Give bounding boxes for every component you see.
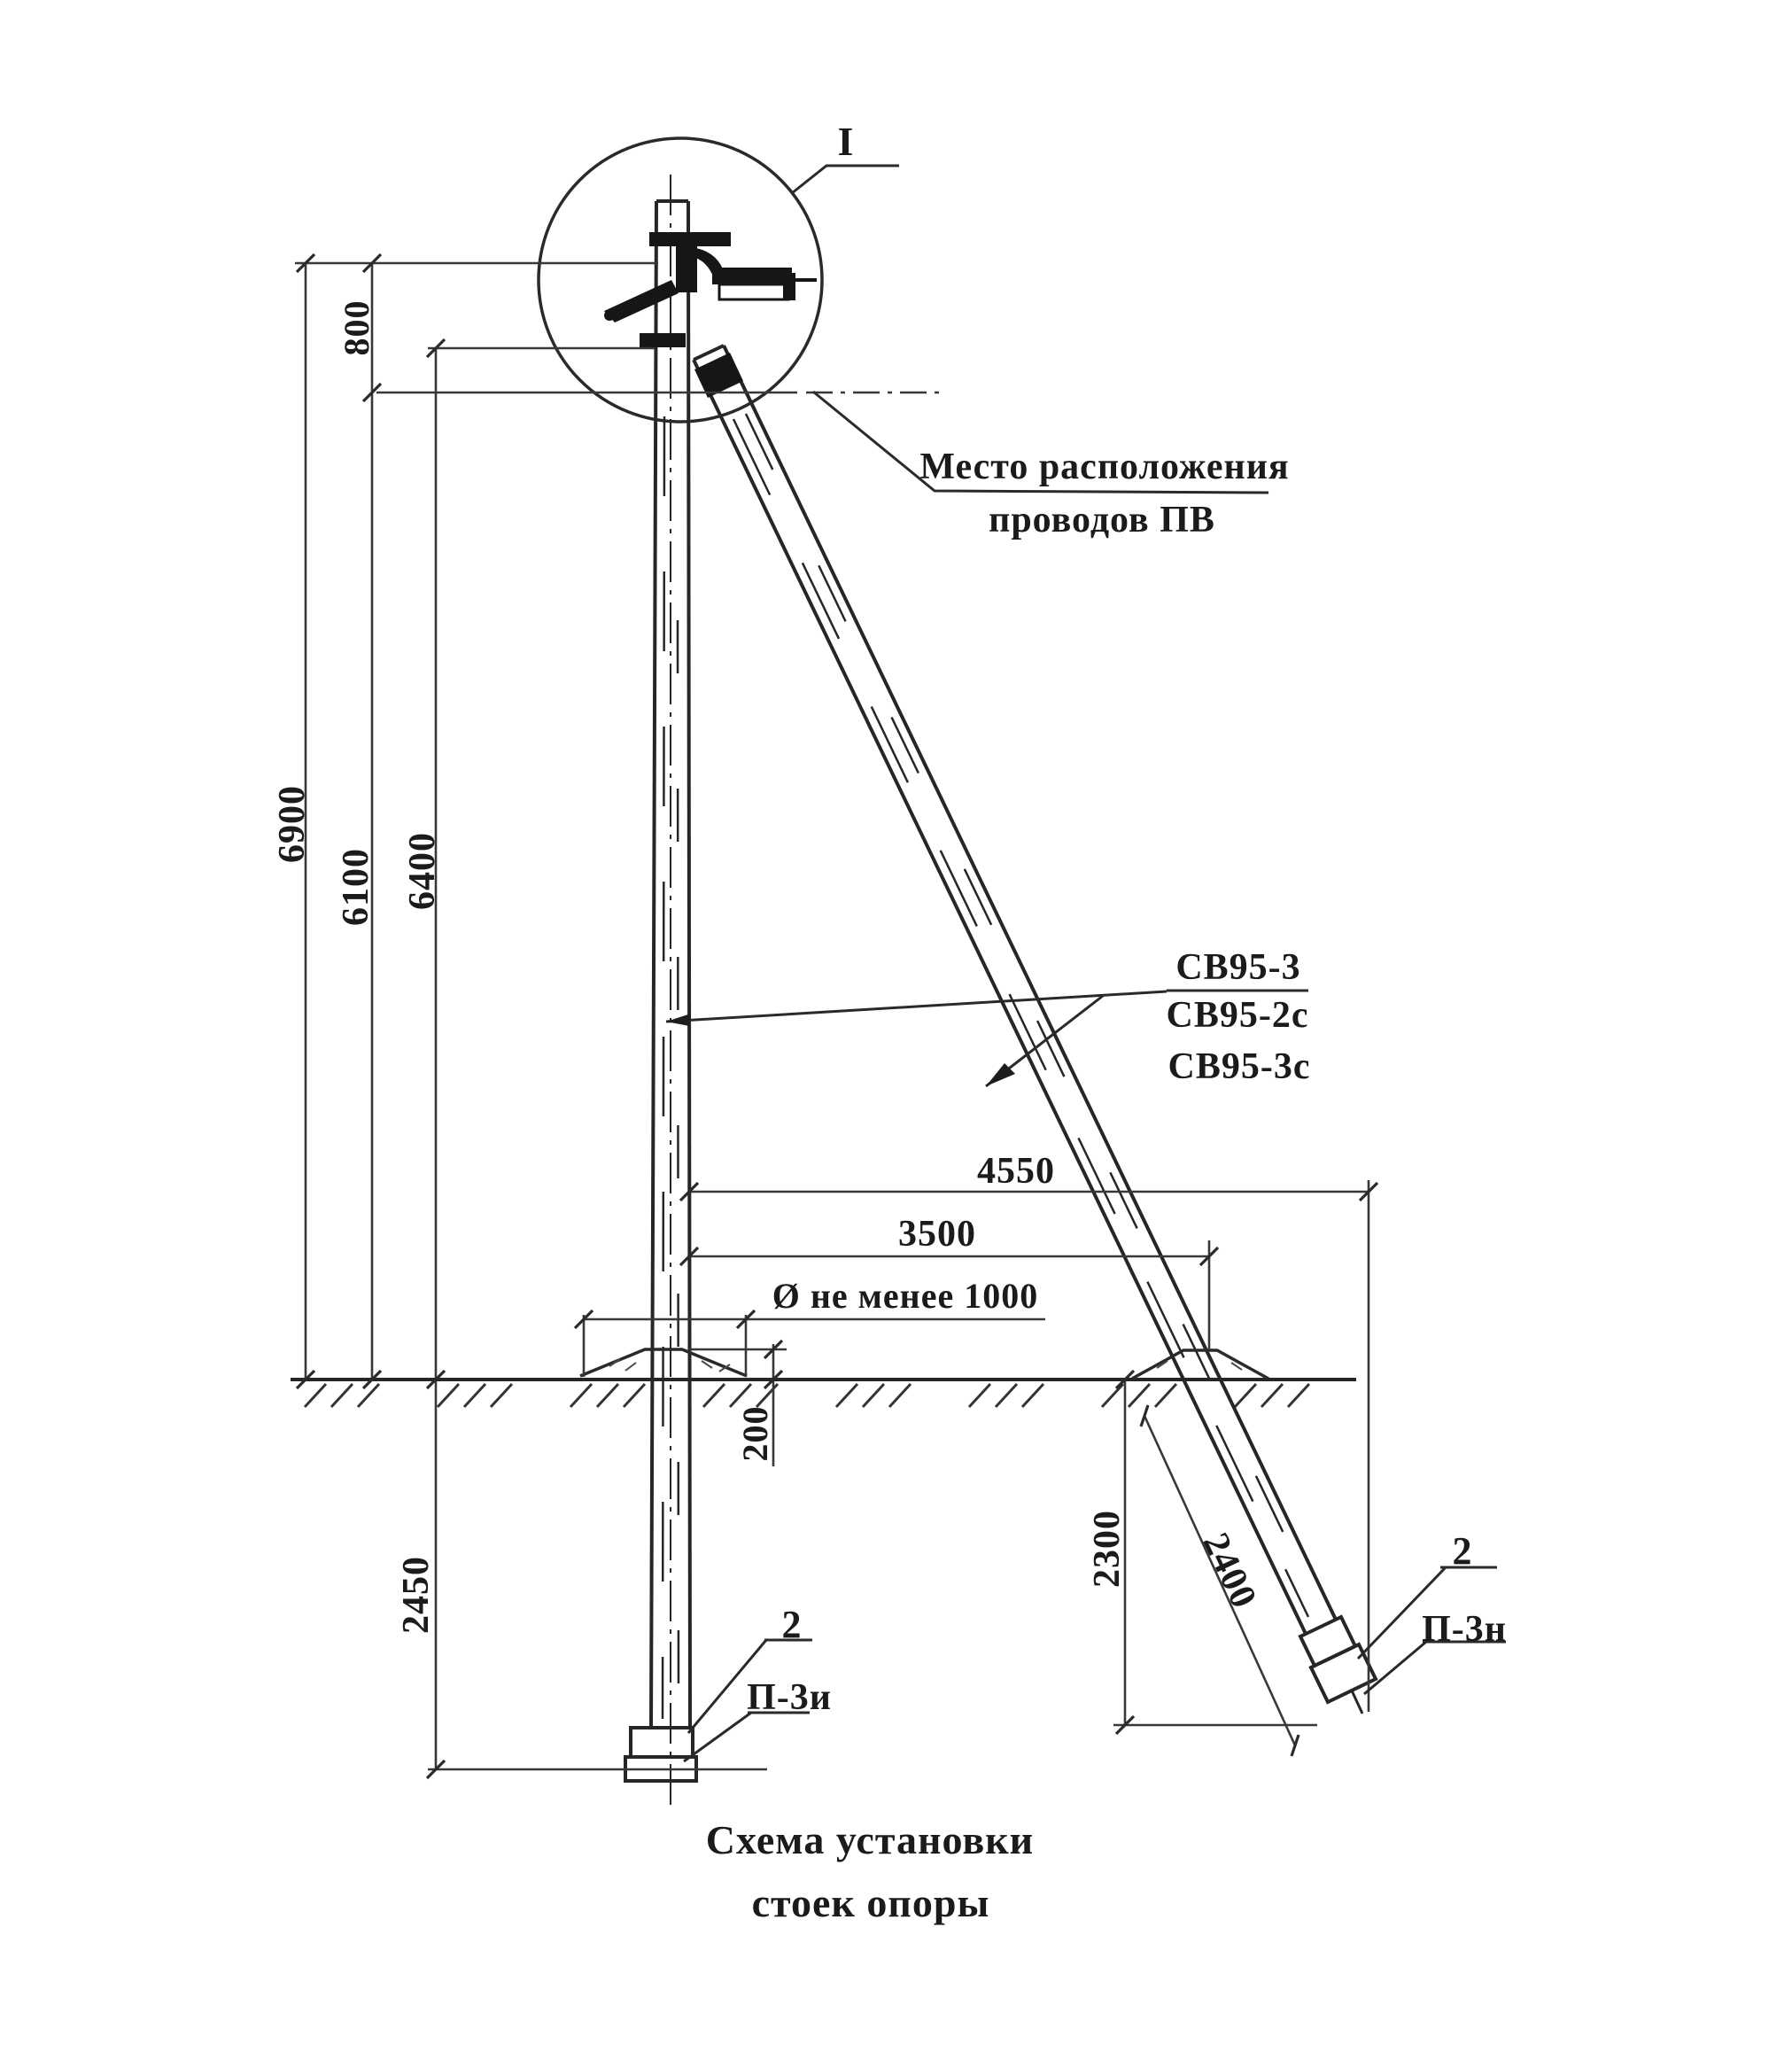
wire-note-line2: проводов ПВ — [989, 500, 1215, 540]
strut-footing — [1300, 1617, 1376, 1714]
dim-wire-height: 6100 — [336, 848, 376, 926]
caption-line1: Схема установки — [705, 1817, 1035, 1862]
stand-label-sv95-3s: СВ95-3с — [1168, 1046, 1311, 1087]
pole-footing-callout: 2 — [781, 1603, 803, 1646]
dim-strut-height: 6400 — [402, 832, 443, 910]
backfill-mounds — [580, 1349, 1268, 1379]
dim-backfill-note: Ø не менее 1000 — [772, 1276, 1039, 1316]
leader-lines — [666, 392, 1506, 1761]
strut-clamp — [694, 353, 743, 398]
stand-label-sv95-3: СВ95-3 — [1175, 947, 1301, 988]
dim-span-total: 4550 — [977, 1151, 1055, 1192]
dim-pole-height: 6900 — [272, 785, 313, 863]
caption-line2: стоек опоры — [751, 1880, 990, 1925]
strut-footing-label: П-3н — [1422, 1609, 1507, 1650]
wire-note-line1: Место расположения — [919, 447, 1290, 487]
pole-footing — [625, 1728, 696, 1781]
dim-strut-depth: 2300 — [1087, 1510, 1128, 1588]
dim-strut-length: 2400 — [1194, 1527, 1265, 1615]
stand-label-sv95-2s: СВ95-2с — [1166, 995, 1309, 1036]
dim-span-strut: 3500 — [898, 1214, 976, 1255]
dim-mound-height: 200 — [735, 1405, 775, 1462]
detail-callout-label: I — [837, 119, 855, 164]
dim-top-offset: 800 — [337, 299, 376, 356]
strut-footing-callout: 2 — [1452, 1529, 1473, 1573]
pole-footing-label: П-3и — [747, 1677, 832, 1718]
leader-arrowheads — [666, 1014, 1015, 1086]
crossarm-hardware — [604, 232, 817, 398]
dim-pole-depth: 2450 — [396, 1556, 437, 1634]
